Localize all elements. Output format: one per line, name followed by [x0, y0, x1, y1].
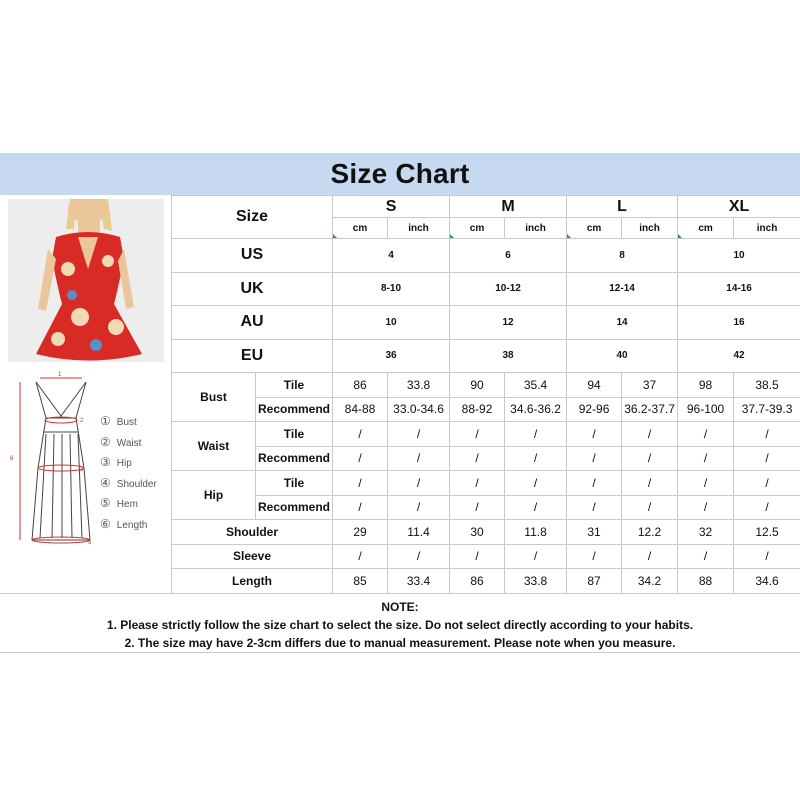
measure-value: / [567, 544, 622, 569]
region-label: US [172, 239, 333, 273]
region-value: 42 [678, 339, 800, 373]
size-label: Size [172, 196, 333, 239]
measure-value: 34.2 [622, 569, 678, 594]
measure-value: 87 [567, 569, 622, 594]
size-col-m: M [450, 196, 567, 218]
measure-value: / [734, 446, 800, 471]
measure-value: 35.4 [505, 373, 567, 398]
measure-value: / [678, 446, 734, 471]
measure-value: / [388, 544, 450, 569]
legend-item: ③ Hip [100, 455, 132, 469]
measure-value: 85 [333, 569, 388, 594]
size-table [171, 195, 800, 594]
mark-3: 3 [80, 467, 84, 473]
measure-value: / [567, 495, 622, 520]
region-row-eu [172, 339, 800, 373]
region-label: UK [172, 272, 333, 306]
measure-value: 37.7-39.3 [734, 397, 800, 422]
measure-value: 33.0-34.6 [388, 397, 450, 422]
measure-value: 34.6 [734, 569, 800, 594]
measure-value: 12.5 [734, 520, 800, 545]
measure-value: 29 [333, 520, 388, 545]
region-value: 36 [333, 339, 450, 373]
measure-value: 88-92 [450, 397, 505, 422]
measure-value: 88 [678, 569, 734, 594]
region-value: 38 [450, 339, 567, 373]
unit-cm: cm [450, 218, 505, 239]
measure-value: / [734, 544, 800, 569]
measure-value: / [505, 544, 567, 569]
measure-value: / [622, 446, 678, 471]
measure-label-sleeve: Sleeve [172, 544, 333, 569]
unit-inch: inch [734, 218, 800, 239]
measure-value: / [333, 544, 388, 569]
note-line-1: 1. Please strictly follow the size chart to select the size. Do not select directly according to your habits. [106, 618, 694, 632]
measure-value: 12.2 [622, 520, 678, 545]
unit-inch: inch [622, 218, 678, 239]
measure-value: 90 [450, 373, 505, 398]
dress-photo-illustration [8, 199, 164, 362]
region-label: EU [172, 339, 333, 373]
region-row-us [172, 239, 800, 273]
region-value: 8 [567, 239, 678, 273]
legend-item: ④ Shoulder [100, 475, 157, 490]
legend-item: ⑤ Hem [100, 496, 138, 510]
measure-value: / [333, 446, 388, 471]
legend-item: ⑥ Length [100, 516, 148, 531]
measure-value: / [567, 422, 622, 447]
measure-value: 11.8 [505, 520, 567, 545]
region-value: 8-10 [333, 272, 450, 306]
region-value: 14-16 [678, 272, 800, 306]
measure-value: / [734, 422, 800, 447]
measure-value: / [333, 471, 388, 496]
region-value: 40 [567, 339, 678, 373]
measure-value: 94 [567, 373, 622, 398]
measure-value: / [450, 446, 505, 471]
region-value: 10 [333, 306, 450, 340]
measure-sub-label: Tile [256, 373, 333, 398]
region-value: 10 [678, 239, 800, 273]
measure-value: / [678, 422, 734, 447]
measure-value: / [734, 471, 800, 496]
dress-photo [8, 199, 164, 362]
measure-value: / [333, 422, 388, 447]
measure-sub-label: Recommend [256, 495, 333, 520]
size-col-xl: XL [678, 196, 800, 218]
measure-value: / [678, 495, 734, 520]
measure-value: 33.8 [505, 569, 567, 594]
measure-sub-label: Tile [256, 471, 333, 496]
measure-value: / [622, 495, 678, 520]
measure-value: 30 [450, 520, 505, 545]
measure-value: 32 [678, 520, 734, 545]
measure-value: 92-96 [567, 397, 622, 422]
measure-value: / [450, 471, 505, 496]
measure-value: / [567, 471, 622, 496]
size-chart-title: Size Chart [0, 153, 800, 195]
measure-value: 37 [622, 373, 678, 398]
measure-value: 11.4 [388, 520, 450, 545]
measure-label-length: Length [172, 569, 333, 594]
measure-value: 34.6-36.2 [505, 397, 567, 422]
measure-sub-label: Recommend [256, 446, 333, 471]
row-sleeve [172, 544, 800, 569]
mark-2: 2 [80, 418, 84, 424]
measure-label-shoulder: Shoulder [172, 520, 333, 545]
region-value: 6 [450, 239, 567, 273]
measure-value: / [388, 446, 450, 471]
table-row [172, 495, 800, 520]
unit-cm: cm [678, 218, 734, 239]
measure-value: / [505, 422, 567, 447]
measure-value: / [622, 544, 678, 569]
measurement-legend [100, 412, 157, 535]
measure-sub-label: Recommend [256, 397, 333, 422]
measure-value: / [734, 495, 800, 520]
region-label: AU [172, 306, 333, 340]
unit-cm: cm [333, 218, 388, 239]
measure-value: 36.2-37.7 [622, 397, 678, 422]
size-col-s: S [333, 196, 450, 218]
measure-value: 86 [450, 569, 505, 594]
measure-value: / [388, 422, 450, 447]
measure-value: / [622, 422, 678, 447]
legend-item: ② Waist [100, 434, 142, 449]
measure-value: / [450, 544, 505, 569]
table-row [172, 373, 800, 398]
mark-5: 5 [88, 540, 92, 546]
note-line-2: 2. The size may have 2-3cm differs due to manual measurement. Please note when you measure. [124, 636, 676, 650]
measure-value: / [333, 495, 388, 520]
measure-value: / [450, 495, 505, 520]
size-col-l: L [567, 196, 678, 218]
measure-value: / [678, 544, 734, 569]
table-row [172, 397, 800, 422]
measure-value: 33.4 [388, 569, 450, 594]
region-value: 16 [678, 306, 800, 340]
measure-label-hip: Hip [172, 471, 256, 520]
unit-inch: inch [505, 218, 567, 239]
measure-value: 38.5 [734, 373, 800, 398]
measure-value: 31 [567, 520, 622, 545]
measure-value: 86 [333, 373, 388, 398]
table-row [172, 446, 800, 471]
mark-1: 1 [58, 372, 62, 378]
region-row-uk [172, 272, 800, 306]
header-row [172, 196, 800, 218]
unit-cm: cm [567, 218, 622, 239]
table-row [172, 471, 800, 496]
unit-inch: inch [388, 218, 450, 239]
measure-value: / [388, 495, 450, 520]
measure-value: 98 [678, 373, 734, 398]
row-shoulder [172, 520, 800, 545]
mark-6: 6 [10, 456, 14, 462]
region-value: 14 [567, 306, 678, 340]
measure-value: / [567, 446, 622, 471]
measure-value: 33.8 [388, 373, 450, 398]
region-value: 12-14 [567, 272, 678, 306]
notes-section [0, 593, 800, 653]
row-length [172, 569, 800, 594]
measure-value: / [505, 495, 567, 520]
measure-label-waist: Waist [172, 422, 256, 471]
measure-sub-label: Tile [256, 422, 333, 447]
region-value: 10-12 [450, 272, 567, 306]
measure-value: / [505, 471, 567, 496]
measure-value: / [622, 471, 678, 496]
table-row [172, 422, 800, 447]
region-row-au [172, 306, 800, 340]
region-value: 12 [450, 306, 567, 340]
measure-value: 84-88 [333, 397, 388, 422]
measure-value: / [388, 471, 450, 496]
legend-item: ① Bust [100, 414, 137, 428]
region-value: 4 [333, 239, 450, 273]
measure-value: 96-100 [678, 397, 734, 422]
measure-value: / [678, 471, 734, 496]
notes-heading: NOTE: [381, 600, 419, 614]
measure-value: / [505, 446, 567, 471]
measure-label-bust: Bust [172, 373, 256, 422]
measure-value: / [450, 422, 505, 447]
